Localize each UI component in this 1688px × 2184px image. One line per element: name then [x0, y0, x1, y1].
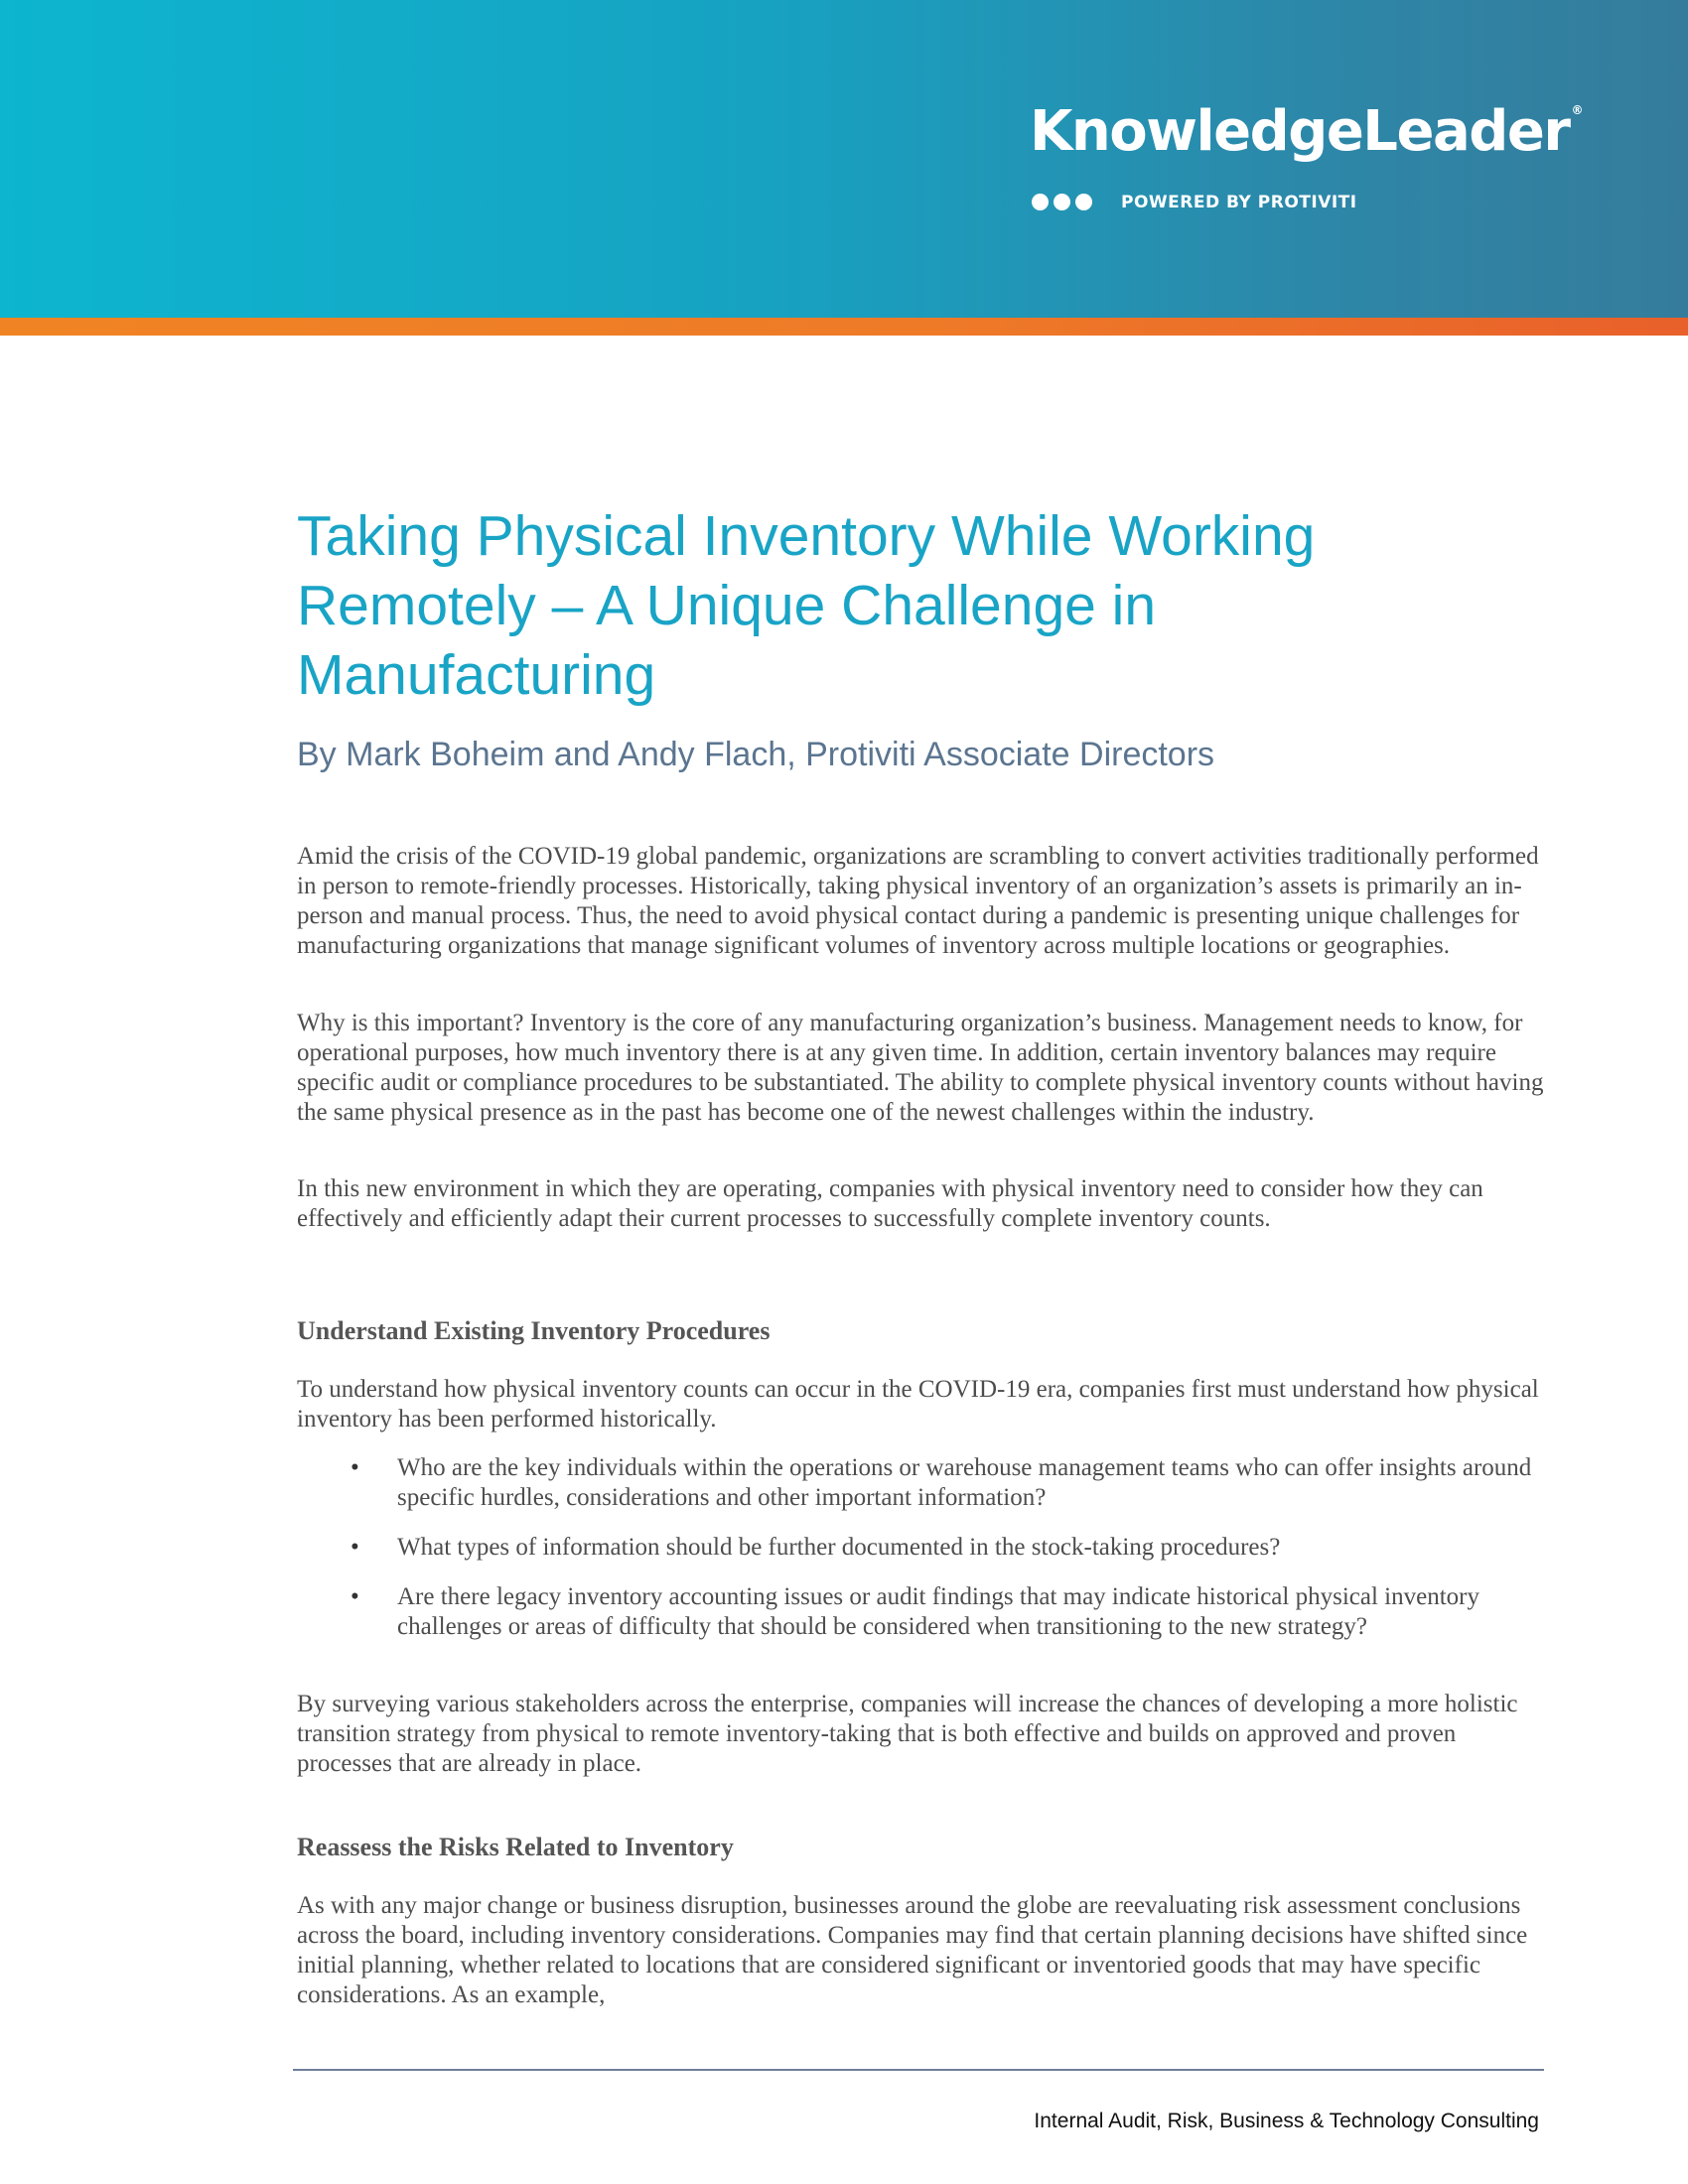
footer-divider: [293, 2069, 1544, 2071]
list-item: [297, 1453, 1548, 1513]
list-item-text: Are there legacy inventory accounting issues or audit findings that may indicate historical physical inventory challenges or areas of difficulty that should be considered when transitioning to the new strategy?: [397, 1583, 1479, 1640]
logo-dots-icon: [1032, 194, 1092, 210]
section-closing-paragraph: By surveying various stakeholders across the enterprise, companies will increase the chances of developing a more holistic transition strategy from physical to remote inventory-taking that is both effective and builds on approved and proven processes that are already in place.: [297, 1691, 1518, 1777]
list-item: [297, 1582, 1548, 1642]
intro-paragraph: Why is this important? Inventory is the core of any manufacturing organization’s business. Management needs to know, for operational purposes, how much inventory there is at any given time. In addition, certain inventory balances may require specific audit or compliance procedures to be substantiated. The ability to complete physical inventory counts without having the same physical presence as in the past has become one of the newest challenges within the industry.: [297, 1010, 1544, 1126]
logo-wordmark: KnowledgeLeader: [1030, 99, 1570, 164]
brand-tagline: POWERED BY PROTIVITI: [1121, 193, 1357, 212]
bullet-icon: •: [351, 1454, 359, 1481]
logo-dot: [1032, 194, 1049, 210]
header-accent-stripe: [0, 318, 1688, 336]
list-item: [297, 1533, 1548, 1563]
bullet-list: [297, 1453, 1548, 1662]
intro-paragraph: In this new environment in which they are operating, companies with physical inventory need to consider how they can effectively and efficiently adapt their current processes to successfully complete inventory counts.: [297, 1175, 1483, 1232]
section-heading: Reassess the Risks Related to Inventory: [297, 1833, 734, 1861]
logo-dot: [1075, 194, 1092, 210]
footer-text: Internal Audit, Risk, Business & Technology Consulting: [1034, 2110, 1539, 2132]
list-item-text: What types of information should be further documented in the stock-taking procedures?: [397, 1534, 1281, 1561]
section-lead-paragraph: To understand how physical inventory counts can occur in the COVID-19 era, companies first must understand how physical inventory has been performed historically.: [297, 1376, 1539, 1433]
section-heading: Understand Existing Inventory Procedures: [297, 1316, 771, 1345]
bullet-icon: •: [351, 1534, 359, 1561]
article-title: Taking Physical Inventory While Working Remotely – A Unique Challenge in Manufacturing: [297, 504, 1316, 707]
article-byline: By Mark Boheim and Andy Flach, Protiviti Associate Directors: [297, 736, 1215, 773]
registered-mark: ®: [1571, 103, 1584, 117]
section-lead-paragraph: As with any major change or business disruption, businesses around the globe are reevaluating risk assessment conclusions across the board, including inventory considerations. Companies may find that certain planning decisions have shifted since initial planning, whether related to locations that are considered significant or inventoried goods that may have specific considerations. As an example,: [297, 1892, 1528, 2008]
bullet-icon: •: [351, 1583, 359, 1610]
list-item-text: Who are the key individuals within the operations or warehouse management teams who can offer insights around specific hurdles, considerations and other important information?: [397, 1454, 1532, 1511]
logo-dot: [1054, 194, 1070, 210]
knowledgeleader-logo: [1030, 99, 1584, 164]
intro-paragraph: Amid the crisis of the COVID-19 global pandemic, organizations are scrambling to convert activities traditionally performed in person to remote-friendly processes. Historically, taking physical inventory of an organization’s assets is primarily an in-person and manual process. Thus, the need to avoid physical contact during a pandemic is presenting unique challenges for manufacturing organizations that manage significant volumes of inventory across multiple locations or geographies.: [297, 843, 1539, 959]
